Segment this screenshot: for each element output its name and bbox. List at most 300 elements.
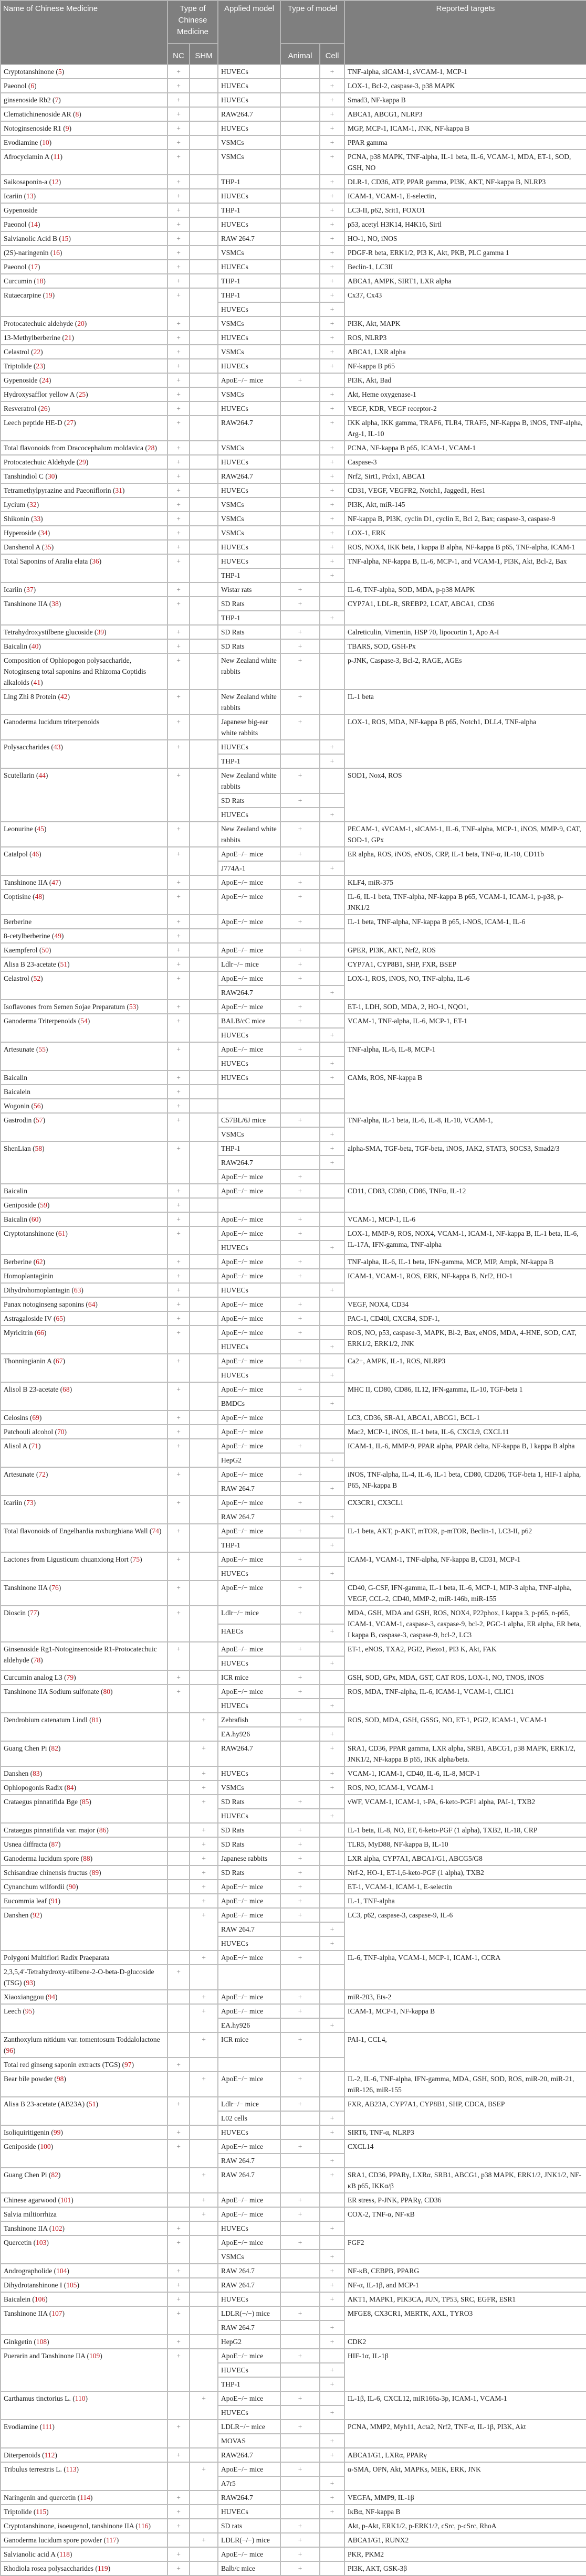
shm-mark (190, 1642, 218, 1670)
cell-mark: + (320, 1727, 344, 1741)
shm-mark (190, 653, 218, 690)
animal-mark (280, 260, 320, 274)
reference-link[interactable]: 37 (26, 586, 34, 593)
reported-targets: Mac2, MCP-1, iNOS, IL-1 beta, IL-6, CXCL9, CXCL11 (344, 1425, 586, 1439)
nc-mark: + (168, 847, 190, 875)
reference-link[interactable]: 79 (66, 1673, 74, 1681)
medicine-name: Artesunate (4, 1470, 35, 1478)
animal-mark: + (280, 1496, 320, 1510)
reference-link[interactable]: 34 (40, 529, 48, 537)
medicine-name: Eucommia leaf (4, 1897, 47, 1905)
reference-link[interactable]: 16 (53, 249, 60, 257)
reference-link[interactable]: 33 (33, 515, 41, 523)
medicine-name-cell (1, 540, 168, 554)
table-row (1, 441, 586, 455)
cell-mark: + (320, 1656, 344, 1670)
reference-link[interactable]: 35 (44, 543, 51, 551)
applied-model: HUVECs (218, 2405, 280, 2420)
reference-link[interactable]: 50 (41, 946, 49, 954)
reference-link[interactable]: 81 (91, 1716, 99, 1724)
reference-link[interactable]: 25 (78, 390, 86, 398)
reference-link[interactable]: 42 (60, 693, 68, 701)
reference-link[interactable]: 82 (51, 1744, 58, 1752)
reference-wrapper (58, 1385, 72, 1393)
reference-link[interactable]: 60 (31, 1215, 39, 1223)
cell-mark: + (320, 455, 344, 469)
reference-link[interactable]: 86 (99, 1826, 107, 1834)
cell-mark: + (320, 469, 344, 483)
applied-model: RAW264.7 (218, 2448, 280, 2462)
nc-mark: + (168, 540, 190, 554)
medicine-name-cell (1, 639, 168, 653)
reference-link[interactable]: 69 (32, 1414, 39, 1422)
medicine-name: Danshen (4, 1769, 29, 1777)
animal-mark (280, 1411, 320, 1425)
reported-targets: LC3, CD36, SR-A1, ABCA1, ABCG1, BCL-1 (344, 1411, 586, 1425)
table-row (1, 1184, 586, 1198)
reported-targets: ROS, SOD, MDA, GSH, GSSG, NO, ET-1, PGI2, ICAM-1, VCAM-1 (344, 1713, 586, 1741)
reference-link[interactable]: 23 (36, 362, 43, 370)
reference-link[interactable]: 49 (54, 932, 61, 940)
applied-model: ApoE−/− mice (218, 2193, 280, 2207)
table-row (1, 625, 586, 639)
reference-link[interactable]: 115 (36, 2508, 47, 2516)
reference-link[interactable]: 5 (58, 68, 62, 76)
reference-link[interactable]: 71 (31, 1442, 39, 1450)
medicine-name-cell (1, 121, 168, 135)
reference-link[interactable]: 7 (55, 96, 59, 104)
medicine-name: Polygoni Multiflori Radix Praeparata (4, 1954, 110, 1962)
reference-link[interactable]: 45 (37, 825, 44, 833)
reference-link[interactable]: 82 (51, 2171, 58, 2179)
reference-link[interactable]: 98 (56, 2075, 64, 2083)
reference-link[interactable]: 38 (51, 600, 59, 608)
table-row (1, 1311, 586, 1326)
reported-targets: CD31, VEGF, VEGFR2, Notch1, Jagged1, Hes1 (344, 483, 586, 497)
reference-link[interactable]: 28 (147, 444, 155, 452)
reference-link[interactable]: 68 (62, 1385, 70, 1393)
reported-targets: ROS, MDA, TNF-alpha, IL-6, ICAM-1, VCAM-1, CLIC1 (344, 1684, 586, 1713)
reference-link[interactable]: 31 (115, 486, 122, 494)
animal-mark: + (280, 1823, 320, 1837)
reference-link[interactable]: 59 (40, 1201, 47, 1209)
medicine-name: Icariin (4, 586, 23, 593)
medicine-name-cell (1, 497, 168, 512)
reference-link[interactable]: 10 (42, 139, 49, 146)
reference-link[interactable]: 32 (29, 501, 37, 508)
reference-link[interactable]: 93 (26, 1979, 33, 1987)
animal-mark (280, 107, 320, 121)
reference-link[interactable]: 95 (25, 2007, 33, 2015)
reference-link[interactable]: 105 (66, 2281, 77, 2289)
medicine-name: Leonurine (4, 825, 33, 833)
reference-wrapper (36, 1201, 50, 1209)
cell-mark: + (320, 1056, 344, 1070)
reference-link[interactable]: 40 (31, 642, 39, 650)
reference-link[interactable]: 119 (97, 2564, 108, 2572)
reference-link[interactable]: 18 (36, 277, 44, 285)
reference-link[interactable]: 103 (36, 2239, 47, 2246)
reference-link[interactable]: 97 (124, 2061, 132, 2069)
medicine-name-cell (1, 1113, 168, 1141)
reference-link[interactable]: 107 (51, 2309, 62, 2317)
nc-mark: + (168, 1085, 190, 1099)
medicine-name-cell (1, 2004, 168, 2032)
shm-mark (190, 971, 218, 1000)
reference-link[interactable]: 91 (50, 1897, 58, 1905)
reported-targets: IL-6, TNF-alpha, VCAM-1, MCP-1, ICAM-1, CCRA (344, 1950, 586, 1990)
reported-targets: PI3K, Akt, miR-145 (344, 497, 586, 512)
reference-link[interactable]: 78 (33, 1656, 41, 1664)
reference-link[interactable]: 90 (68, 1883, 76, 1891)
reference-link[interactable]: 54 (80, 1017, 88, 1025)
reference-link[interactable]: 73 (26, 1499, 34, 1507)
shm-mark (190, 2448, 218, 2462)
reference-link[interactable]: 111 (42, 2423, 53, 2431)
reference-link[interactable]: 41 (33, 679, 41, 686)
animal-mark (280, 2292, 320, 2306)
table-row (1, 1670, 586, 1684)
medicine-name: Baicalin (4, 1074, 27, 1082)
medicine-name-cell (1, 1425, 168, 1439)
nc-mark: + (168, 1965, 190, 1990)
animal-mark (280, 1056, 320, 1070)
reference-link[interactable]: 83 (33, 1769, 40, 1777)
reference-link[interactable]: 80 (103, 1688, 111, 1695)
reference-link[interactable]: 66 (37, 1329, 44, 1337)
reference-wrapper (32, 2508, 49, 2516)
reference-link[interactable]: 57 (36, 1116, 43, 1124)
medicine-name-cell (1, 316, 168, 331)
medicine-name: Puerarin and Tanshinone IIA (4, 2352, 86, 2360)
animal-mark: + (280, 1255, 320, 1269)
animal-mark (280, 1340, 320, 1354)
reference-link[interactable]: 75 (132, 1555, 140, 1563)
reference-link[interactable]: 21 (64, 334, 72, 342)
reference-link[interactable]: 118 (59, 2550, 70, 2558)
reference-link[interactable]: 13 (26, 192, 34, 200)
nc-mark: + (168, 79, 190, 93)
cell-mark: + (320, 754, 344, 768)
reported-targets: ICAM-1, VCAM-1, TNF-alpha, NF-kappa B, CD31, MCP-1 (344, 1552, 586, 1581)
table-row (1, 189, 586, 203)
animal-mark: + (280, 875, 320, 889)
medicine-name: Myricitrin (4, 1329, 33, 1337)
reference-link[interactable]: 44 (38, 771, 46, 779)
reference-link[interactable]: 117 (106, 2536, 117, 2544)
reported-targets: α-SMA, OPN, Akt, MAPKs, MEK, ERK, JNK (344, 2462, 586, 2490)
nc-mark: + (168, 2139, 190, 2168)
reference-link[interactable]: 58 (35, 1144, 43, 1152)
cell-mark (320, 1823, 344, 1837)
reference-link[interactable]: 29 (79, 458, 86, 466)
applied-model: ApoE−/− mice (218, 971, 280, 985)
reference-link[interactable]: 6 (30, 82, 35, 90)
cell-mark: + (320, 107, 344, 121)
medicine-name: Hydroxysafflor yellow A (4, 390, 75, 398)
reference-link[interactable]: 101 (60, 2196, 71, 2204)
reference-link[interactable]: 109 (89, 2352, 100, 2360)
reference-link[interactable]: 26 (40, 405, 48, 412)
reported-targets: FGF2 (344, 2235, 586, 2264)
applied-model: MOVAS (218, 2434, 280, 2448)
table-row (1, 2168, 586, 2193)
shm-mark: + (190, 1894, 218, 1908)
shm-mark (190, 1326, 218, 1354)
reference-wrapper (27, 82, 37, 90)
shm-mark: + (190, 2004, 218, 2032)
reference-link[interactable]: 51 (88, 2100, 96, 2108)
reference-link[interactable]: 84 (67, 1784, 74, 1791)
shm-mark (190, 246, 218, 260)
cell-mark (320, 2139, 344, 2154)
reference-link[interactable]: 53 (129, 1003, 137, 1011)
reference-wrapper (62, 419, 76, 427)
nc-mark: + (168, 2448, 190, 2462)
shm-mark (190, 1283, 218, 1297)
reference-wrapper (37, 946, 51, 954)
reported-targets: IL-6, IL-1 beta, TNF-alpha, NF-kappa B p65, VCAM-1, ICAM-1, p-p38, p-JNK1/2 (344, 889, 586, 915)
reference-link[interactable]: 99 (53, 2128, 61, 2136)
cell-mark (320, 1354, 344, 1368)
medicine-name: Carthamus tinctorius L. (4, 2394, 71, 2402)
animal-mark (280, 1809, 320, 1823)
nc-mark: + (168, 1642, 190, 1670)
animal-mark (280, 2018, 320, 2032)
nc-mark: + (168, 2097, 190, 2125)
nc-mark: + (168, 690, 190, 715)
medicine-name: Shikonin (4, 515, 29, 523)
table-row (1, 2306, 586, 2320)
applied-model: ApoE−/− mice (218, 847, 280, 861)
reported-targets: LXR alpha, CYP7A1, ABCA1/G1, ABCG5/G8 (344, 1851, 586, 1865)
reference-link[interactable]: 110 (75, 2394, 86, 2402)
reference-link[interactable]: 56 (34, 1102, 41, 1110)
reference-link[interactable]: 46 (32, 850, 39, 858)
animal-mark: + (280, 715, 320, 740)
cell-mark (320, 690, 344, 715)
nc-mark: + (168, 1255, 190, 1269)
animal-mark: + (280, 2193, 320, 2207)
reference-wrapper (30, 2295, 48, 2303)
shm-mark (190, 554, 218, 582)
reference-link[interactable]: 112 (44, 2451, 55, 2459)
cell-mark: + (320, 861, 344, 875)
reference-link[interactable]: 61 (58, 1229, 66, 1237)
nc-mark (168, 1766, 190, 1780)
reference-link[interactable]: 11 (53, 153, 60, 161)
cell-mark (320, 1908, 344, 1922)
nc-mark: + (168, 203, 190, 217)
reference-link[interactable]: 36 (92, 557, 99, 565)
reference-wrapper (28, 850, 41, 858)
animal-mark (280, 416, 320, 441)
reference-link[interactable]: 14 (30, 220, 38, 228)
reference-link[interactable]: 102 (51, 2224, 62, 2232)
reported-targets: HIF-1α, IL-1β (344, 2349, 586, 2391)
reported-targets: p-JNK, Caspase-3, Bcl-2, RAGE, AGEs (344, 653, 586, 690)
reference-link[interactable]: 100 (40, 2143, 51, 2150)
shm-mark (190, 957, 218, 971)
reference-link[interactable]: 106 (34, 2295, 46, 2303)
applied-model: ApoE−/− mice (218, 1297, 280, 1311)
reported-targets: p53, acetyl H3K14, H4K16, Sirtl (344, 217, 586, 231)
reference-link[interactable]: 62 (36, 1258, 43, 1266)
reference-link[interactable]: 30 (47, 472, 55, 480)
reference-link[interactable]: 76 (51, 1584, 59, 1592)
animal-mark: + (280, 1642, 320, 1656)
reference-link[interactable]: 9 (65, 124, 69, 132)
table-row (1, 1524, 586, 1538)
reported-targets: CAMs, ROS, NF-kappa B (344, 1070, 586, 1113)
reference-link[interactable]: 70 (57, 1428, 65, 1436)
medicine-name-cell (1, 1042, 168, 1070)
applied-model (218, 2058, 280, 2072)
medicine-name: Leech peptide HE-D (4, 419, 62, 427)
medicine-name: Berberine (4, 1258, 32, 1266)
header-animal: Animal (280, 44, 320, 65)
reference-link[interactable]: 72 (38, 1470, 46, 1478)
medicine-name: Salvia miltiorrhiza (4, 2210, 57, 2218)
cell-mark (320, 2561, 344, 2575)
reference-link[interactable]: 96 (6, 2047, 13, 2054)
medicine-name-cell (1, 929, 168, 943)
applied-model: ApoE−/− mice (218, 915, 280, 929)
shm-mark (190, 416, 218, 441)
shm-mark (190, 1425, 218, 1439)
medicine-name-cell (1, 2420, 168, 2448)
cell-mark (320, 1014, 344, 1028)
reference-link[interactable]: 20 (77, 320, 85, 327)
medicine-name: Saikosaponin-a (4, 178, 48, 186)
reference-link[interactable]: 24 (41, 376, 49, 384)
nc-mark: + (168, 1326, 190, 1354)
reference-link[interactable]: 8 (75, 110, 79, 118)
reference-link[interactable]: 108 (36, 2338, 47, 2346)
medicine-name-cell (1, 2235, 168, 2264)
table-row (1, 1908, 586, 1922)
reported-targets: miR-203, Ets-2 (344, 1990, 586, 2004)
header-type-cm: Type of Chinese Medicine (168, 1, 218, 44)
cell-mark: + (320, 2250, 344, 2264)
cell-mark (320, 1950, 344, 1965)
reference-link[interactable]: 15 (61, 235, 69, 242)
animal-mark (280, 1198, 320, 1212)
shm-mark (190, 1684, 218, 1713)
reference-link[interactable]: 85 (81, 1798, 89, 1806)
nc-mark (168, 1713, 190, 1741)
reference-wrapper (148, 1527, 162, 1535)
applied-model: HUVECs (218, 1028, 280, 1042)
medicine-name: Lactones from Ligusticum chuanxiong Hort (4, 1555, 129, 1563)
reported-targets: HO-1, NO, iNOS (344, 231, 586, 246)
table-row (1, 2519, 586, 2533)
table-row (1, 1780, 586, 1795)
reference-link[interactable]: 19 (45, 291, 53, 299)
reference-link[interactable]: 89 (91, 1869, 99, 1877)
reference-link[interactable]: 51 (60, 960, 68, 968)
medicine-name: Polysaccharides (4, 743, 49, 751)
reported-targets: VCAM-1, TNF-alpha, IL-6, MCP-1, ET-1 (344, 1014, 586, 1042)
reference-link[interactable]: 74 (152, 1527, 159, 1535)
nc-mark: + (168, 2264, 190, 2278)
medicine-name: Isoliquiritigenin (4, 2128, 49, 2136)
reference-link[interactable]: 43 (53, 743, 61, 751)
reference-link[interactable]: 116 (138, 2522, 149, 2530)
animal-mark (280, 1070, 320, 1085)
cell-mark (320, 2349, 344, 2363)
cell-mark: + (320, 1936, 344, 1950)
reported-targets: MGP, MCP-1, ICAM-1, JNK, NF-kappa B (344, 121, 586, 135)
medicine-name: Cryptotanshinone (4, 1229, 54, 1237)
reference-link[interactable]: 113 (66, 2465, 77, 2473)
table-row (1, 690, 586, 715)
medicine-name-cell (1, 345, 168, 359)
medicine-name-cell (1, 1255, 168, 1269)
nc-mark: + (168, 2561, 190, 2575)
shm-mark: + (190, 2072, 218, 2097)
shm-mark (190, 1439, 218, 1467)
medicine-name: 13-Methylberberine (4, 334, 60, 342)
cell-mark: + (320, 2111, 344, 2125)
reference-link[interactable]: 17 (30, 263, 38, 271)
reference-link[interactable]: 47 (51, 878, 59, 886)
reference-link[interactable]: 22 (33, 348, 41, 356)
table-row (1, 121, 586, 135)
cell-mark (320, 1496, 344, 1510)
reference-link[interactable]: 65 (56, 1314, 63, 1322)
table-row (1, 2032, 586, 2058)
reference-link[interactable]: 114 (80, 2494, 90, 2501)
reference-link[interactable]: 94 (48, 1993, 55, 2001)
applied-model: HUVECs (218, 1241, 280, 1255)
reference-link[interactable]: 77 (29, 1609, 37, 1617)
reference-link[interactable]: 48 (35, 893, 43, 900)
reference-link[interactable]: 52 (33, 974, 41, 982)
cell-mark: + (320, 1780, 344, 1795)
table-row (1, 1496, 586, 1510)
cell-mark: + (320, 1566, 344, 1581)
medicine-name-cell (1, 2097, 168, 2125)
animal-mark (280, 2221, 320, 2235)
shm-mark (190, 690, 218, 715)
reference-link[interactable]: 88 (83, 1854, 90, 1862)
shm-mark (190, 2139, 218, 2168)
reported-targets: PAC-1, CD40l, CXCR4, SDF-1, (344, 1311, 586, 1326)
reference-link[interactable]: 104 (56, 2267, 67, 2275)
reference-link[interactable]: 64 (88, 1300, 96, 1308)
reference-link[interactable]: 55 (38, 1045, 46, 1053)
applied-model: ApoE−/− mice (218, 1425, 280, 1439)
reference-link[interactable]: 87 (51, 1840, 58, 1848)
nc-mark: + (168, 639, 190, 653)
reference-link[interactable]: 12 (51, 178, 59, 186)
medicine-name: 2,3,5,4′-Tetrahydroxy-stilbene-2-O-beta-D-glucoside (TSG) (4, 1968, 154, 1987)
cell-mark: + (320, 2335, 344, 2349)
medicine-name-cell (1, 1865, 168, 1880)
shm-mark (190, 639, 218, 653)
reference-link[interactable]: 67 (56, 1357, 63, 1365)
reported-targets: NF-kappa B p65 (344, 359, 586, 373)
reference-link[interactable]: 27 (66, 419, 74, 427)
medicine-name: Lycium (4, 501, 26, 508)
reference-wrapper (48, 249, 62, 257)
reference-link[interactable]: 92 (33, 1911, 40, 1919)
reference-link[interactable]: 63 (74, 1286, 81, 1294)
reported-targets: ET-1, VCAM-1, ICAM-1, E-selectin (344, 1880, 586, 1894)
reference-link[interactable]: 39 (97, 628, 104, 636)
applied-model: VSMCs (218, 441, 280, 455)
